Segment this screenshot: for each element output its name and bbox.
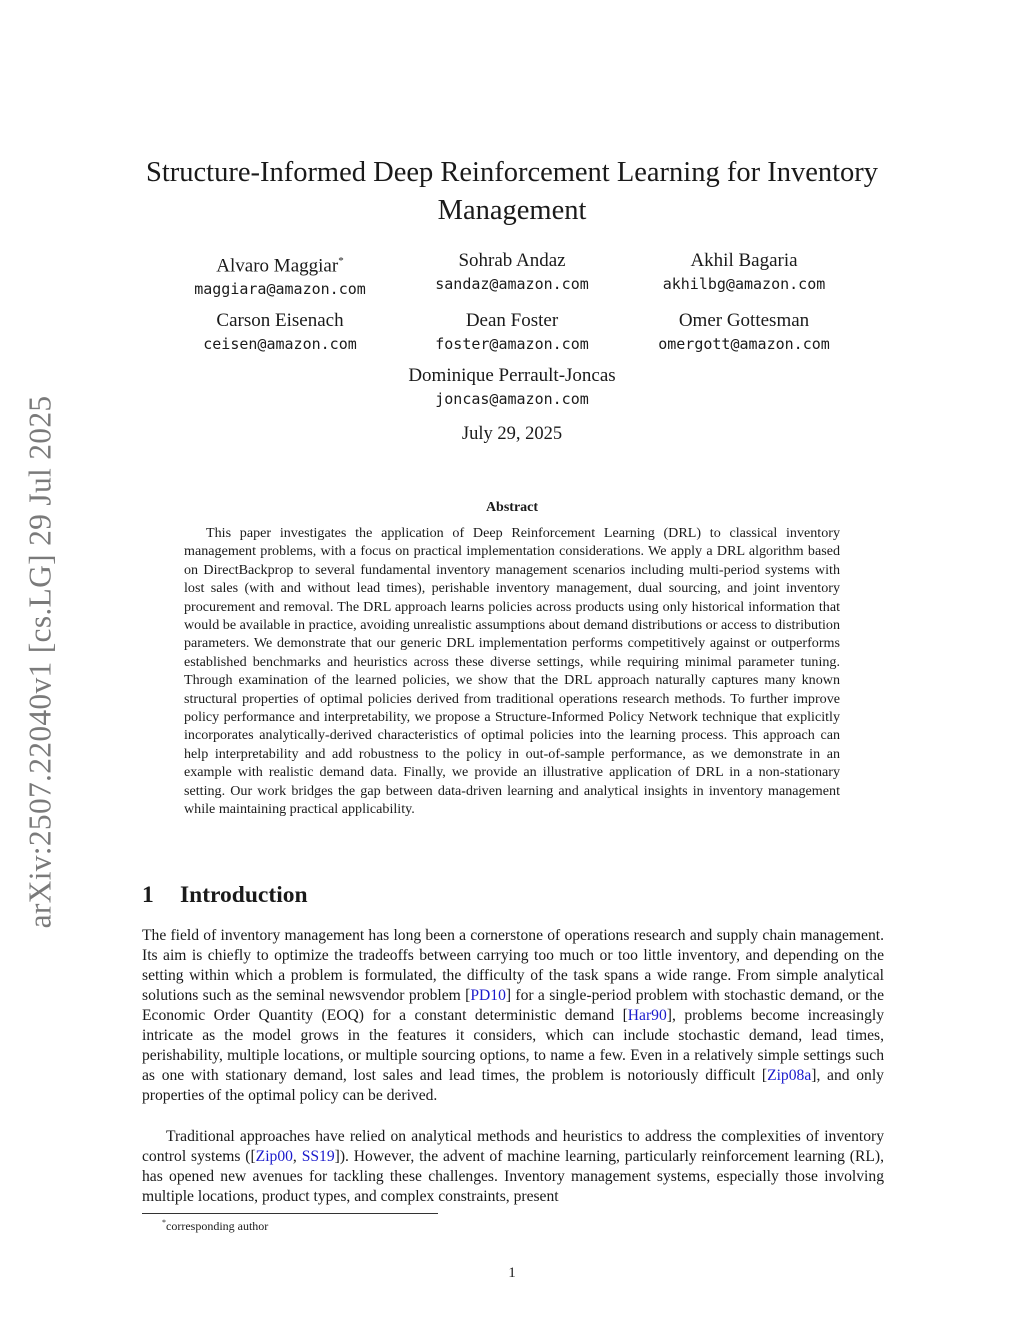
- author-row: [140, 365, 884, 411]
- paragraph-text: ]). However, the advent of machine learning, particularly reinforcement learning (RL), has opened new avenues for tackling these challenges. Inventory management systems, especially those involving multiple locations, product types, and complex constraints, present: [142, 1148, 884, 1205]
- author-email: akhilbg@amazon.com: [662, 275, 826, 293]
- page-number: 1: [508, 1265, 516, 1281]
- citation-link[interactable]: PD10: [470, 987, 506, 1004]
- body-paragraph: [142, 926, 884, 1106]
- citation-link[interactable]: SS19: [301, 1148, 335, 1165]
- author-name: Alvaro Maggiar: [216, 255, 339, 277]
- paragraph-text: ] for a single-period problem with stochastic demand, or the Economic Order Quantity (EOQ) for a constant deterministic demand [: [142, 987, 884, 1024]
- author-row: [140, 250, 884, 301]
- author: [396, 250, 628, 301]
- body-paragraph: [142, 1127, 884, 1207]
- footnote-mark: *: [162, 1218, 166, 1227]
- author-name: Dean Foster: [465, 310, 559, 332]
- publication-date: July 29, 2025: [461, 424, 563, 444]
- footnote: [162, 1218, 268, 1234]
- footnote-text: corresponding author: [166, 1219, 269, 1233]
- author: [396, 310, 628, 356]
- author: [362, 365, 662, 411]
- arxiv-identifier-text: arXiv:2507.22040v1 [cs.LG] 29 Jul 2025: [22, 395, 57, 929]
- author: [164, 250, 396, 301]
- author-name: Omer Gottesman: [678, 310, 810, 332]
- author-name: Dominique Perrault-Joncas: [408, 365, 616, 387]
- author-email: omergott@amazon.com: [658, 335, 830, 354]
- paper-title: Structure-Informed Deep Reinforcement Learning for Inventory Management: [146, 157, 878, 226]
- paragraph-text: ], and only properties of the optimal policy can be derived.: [142, 1067, 884, 1104]
- paragraph-text: Traditional approaches have relied on analytical methods and heuristics to address the complexities of inventory control systems ([: [142, 1128, 884, 1165]
- section-heading: [142, 882, 308, 909]
- abstract-text: This paper investigates the application of Deep Reinforcement Learning (DRL) to classical inventory management problems, with a focus on practical implementation considerations. We apply a DRL algorithm based on DirectBackprop to several fundamental inventory management scenarios including multi-period systems with lost sales (with and without lead times), perishable inventory management, dual sourcing, and joint inventory procurement and removal. The DRL approach learns policies across products using only historical information that would be available in practice, avoiding unrealistic assumptions about demand distributions or access to distribution parameters. We demonstrate that our generic DRL implementation performs competitively against or outperforms established benchmarks and heuristics across these diverse settings, while requiring minimal parameter tuning. Through examination of the learned policies, we show that the DRL approach naturally captures many known structural properties of optimal policies derived from traditional operations research methods. To further improve policy performance and interpretability, we propose a Structure-Informed Policy Network technique that explicitly incorporates analytically-derived characteristics of optimal policies into the learning process. This approach can help interpretability and add robustness to the policy in out-of-sample performance, as we demonstrate in an example with realistic demand data. Finally, we provide an illustrative application of DRL in a non-stationary setting. Our work bridges the gap between data-driven learning and analytical insights in inventory management while maintaining practical applicability.: [184, 525, 840, 818]
- author-email: foster@amazon.com: [435, 335, 589, 354]
- author-email: ceisen@amazon.com: [203, 335, 357, 354]
- author: [164, 310, 396, 356]
- citation-link[interactable]: Zip08a: [767, 1067, 812, 1084]
- abstract-heading: Abstract: [485, 500, 539, 515]
- paragraph-text: ], problems become increasingly intricate as the model grows in the features it considers, which can include stochastic demand, lead times, perishability, multiple locations, or multiple sourcing options, to name a few. Even in a relatively simple settings such as one with stationary demand, lost sales and lead times, the problem is notoriously difficult [: [142, 1007, 884, 1084]
- section-number: 1: [142, 882, 154, 908]
- paragraph-text: ,: [292, 1148, 302, 1165]
- footnote-divider: [142, 1213, 438, 1214]
- citation-link[interactable]: Zip00: [255, 1148, 293, 1165]
- author-name: Sohrab Andaz: [458, 250, 566, 271]
- author-row: [140, 310, 884, 356]
- author: [628, 310, 860, 356]
- author-name: Akhil Bagaria: [690, 250, 798, 271]
- author-email: joncas@amazon.com: [435, 390, 589, 409]
- author: [628, 250, 860, 301]
- author-footnote-mark: *: [338, 255, 344, 267]
- citation-link[interactable]: Har90: [627, 1007, 667, 1024]
- paragraph-text: The field of inventory management has long been a cornerstone of operations research and supply chain management. Its aim is chiefly to optimize the tradeoffs between carrying too much or too little inventory, and depending on the setting within which a problem is formulated, the difficulty of the task spans a wide range. From simple analytical solutions such as the seminal newsvendor problem [: [142, 927, 884, 1004]
- author-block: [140, 250, 884, 420]
- author-email: maggiara@amazon.com: [194, 280, 366, 299]
- author-email: sandaz@amazon.com: [435, 275, 589, 293]
- arxiv-identifier-stamp: [20, 378, 60, 946]
- author-name: Carson Eisenach: [216, 310, 344, 332]
- section-title: Introduction: [180, 882, 308, 908]
